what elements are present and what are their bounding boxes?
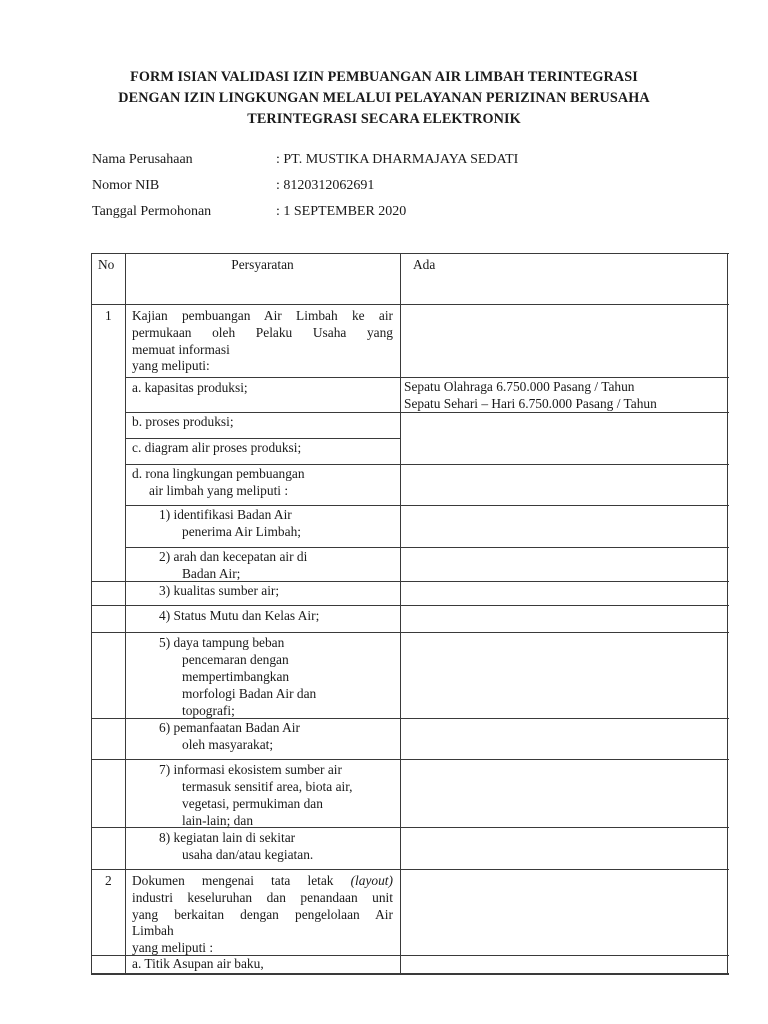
row-number-1: 1 xyxy=(105,308,112,323)
item-7-line-1: 7) informasi ekosistem sumber air xyxy=(159,762,342,777)
item-5-line-3: mempertimbangkan xyxy=(182,669,290,684)
text-line: yang meliputi: xyxy=(132,358,210,374)
item-2-line-1: 2) arah dan kecepatan air di xyxy=(159,549,308,564)
requirement-1b: b. proses produksi; xyxy=(132,414,234,429)
item-5-line-4: morfologi Badan Air dan xyxy=(182,686,317,701)
header-persyaratan: Persyaratan xyxy=(231,257,294,272)
column-divider-no xyxy=(125,253,126,975)
requirement-1c: c. diagram alir proses produksi; xyxy=(132,440,302,455)
row-divider xyxy=(91,605,729,606)
requirement-1d-line-1: d. rona lingkungan pembuangan xyxy=(132,466,305,481)
header-ada: Ada xyxy=(413,257,436,272)
text-line xyxy=(132,873,393,890)
table-border-left xyxy=(91,253,92,975)
requirement-2a: a. Titik Asupan air baku, xyxy=(132,956,264,971)
item-5-line-2: pencemaran dengan xyxy=(182,652,289,667)
text-line: yang berkaitan dengan pengelolaan Air xyxy=(132,906,393,922)
company-name-value: : PT. MUSTIKA DHARMAJAYA SEDATI xyxy=(276,152,519,167)
row-number-2: 2 xyxy=(105,873,112,888)
text-line: yang meliputi : xyxy=(132,940,214,956)
item-2-line-2: Badan Air; xyxy=(182,566,241,581)
item-4: 4) Status Mutu dan Kelas Air; xyxy=(159,608,320,623)
requirement-1d-line-2: air limbah yang meliputi : xyxy=(149,483,289,498)
item-1-line-2: penerima Air Limbah; xyxy=(182,524,301,539)
answer-1a-line-1: Sepatu Olahraga 6.750.000 Pasang / Tahun xyxy=(404,379,635,394)
text-line: permukaan oleh Pelaku Usaha yang xyxy=(132,324,393,340)
form-title-line-2: DENGAN IZIN LINGKUNGAN MELALUI PELAYANAN PERIZINAN BERUSAHA xyxy=(118,90,650,106)
item-8-line-1: 8) kegiatan lain di sekitar xyxy=(159,830,296,845)
requirement-1a: a. kapasitas produksi; xyxy=(132,380,248,395)
text-line: Limbah xyxy=(132,923,174,939)
item-8-line-2: usaha dan/atau kegiatan. xyxy=(182,847,314,862)
item-3: 3) kualitas sumber air; xyxy=(159,583,280,598)
nib-value: : 8120312062691 xyxy=(276,178,375,193)
form-title-line-1: FORM ISIAN VALIDASI IZIN PEMBUANGAN AIR LIMBAH TERINTEGRASI xyxy=(130,69,638,85)
table-border-top xyxy=(91,253,729,254)
row-divider xyxy=(91,759,729,760)
form-title-line-3: TERINTEGRASI SECARA ELEKTRONIK xyxy=(247,111,521,127)
requirement-2-text xyxy=(132,873,393,957)
item-7-line-3: vegetasi, permukiman dan xyxy=(182,796,323,811)
company-name-label: Nama Perusahaan xyxy=(92,152,193,167)
text-line: industri keseluruhan dan penandaan unit xyxy=(132,889,393,905)
text-fragment: Dokumen mengenai tata letak xyxy=(132,873,334,888)
item-6-line-2: oleh masyarakat; xyxy=(182,737,274,752)
item-5-line-5: topografi; xyxy=(182,703,235,718)
answer-1a-line-2: Sepatu Sehari – Hari 6.750.000 Pasang / Tahun xyxy=(404,396,657,411)
application-date-value: : 1 SEPTEMBER 2020 xyxy=(276,204,407,219)
item-7-line-4: lain-lain; dan xyxy=(182,813,254,828)
text-line: memuat informasi xyxy=(132,341,230,357)
table-border-right xyxy=(727,253,728,975)
header-divider xyxy=(91,304,729,305)
nib-label: Nomor NIB xyxy=(92,178,160,193)
table-border-bottom xyxy=(91,973,729,975)
row-divider xyxy=(91,869,729,870)
item-5-line-1: 5) daya tampung beban xyxy=(159,635,285,650)
column-divider-ada xyxy=(400,253,401,975)
form-title xyxy=(60,67,708,130)
item-1-line-1: 1) identifikasi Badan Air xyxy=(159,507,292,522)
requirement-1-text xyxy=(132,308,393,375)
row-divider xyxy=(91,632,729,633)
text-fragment-italic: (layout) xyxy=(350,873,393,888)
header-no: No xyxy=(98,257,115,272)
item-7-line-2: termasuk sensitif area, biota air, xyxy=(182,779,353,794)
item-6-line-1: 6) pemanfaatan Badan Air xyxy=(159,720,300,735)
text-line: Kajian pembuangan Air Limbah ke air xyxy=(132,308,393,323)
requirements-table xyxy=(91,253,729,975)
application-date-label: Tanggal Permohonan xyxy=(92,204,212,219)
